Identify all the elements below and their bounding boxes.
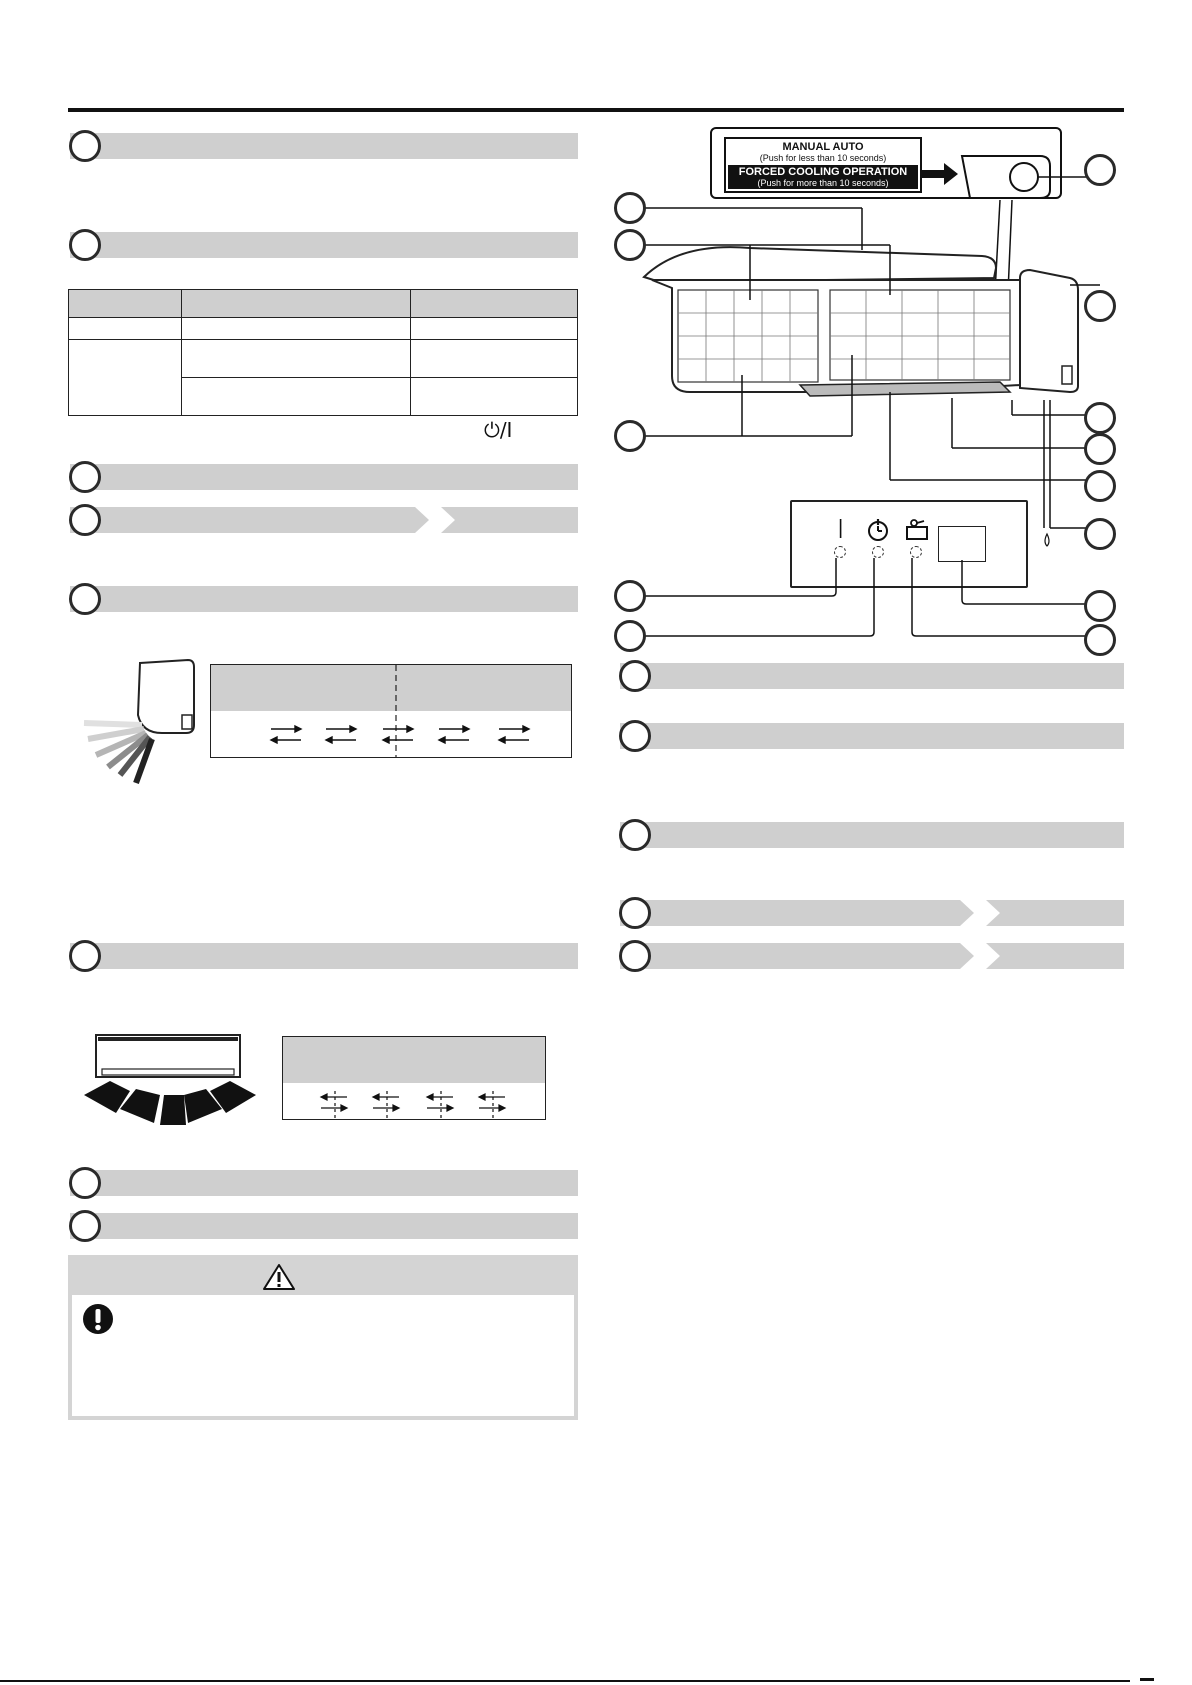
warning-triangle-icon [262,1263,296,1291]
manual-auto-title: MANUAL AUTO [782,141,864,153]
section-badge [69,583,101,615]
section-header-8 [70,1213,578,1239]
table-cell [411,378,578,416]
power-symbol: ⏻/I [484,418,513,442]
section-badge [69,940,101,972]
forced-cooling-title: FORCED COOLING OPERATION [738,166,908,178]
section-badge [619,660,651,692]
callout-badge [614,229,646,261]
section-header-9 [620,663,1124,689]
section-header-2 [70,232,578,258]
forced-cooling-subtitle: (Push for more than 10 seconds) [757,178,889,188]
callout-badge [614,580,646,612]
section-badge [619,897,651,929]
section-header-13 [620,943,1124,969]
airflow-arrows [211,665,571,757]
section-header-4 [70,507,578,533]
table-cell [182,318,411,340]
section-badge [69,229,101,261]
table-cell [411,340,578,378]
page-mark [1140,1678,1154,1681]
callout-badge [1084,518,1116,550]
section-badge [69,1210,101,1242]
section-badge [619,940,651,972]
section-badge [619,720,651,752]
exclamation-circle-icon [82,1303,114,1335]
callout-badge [614,420,646,452]
section-header-12 [620,900,1124,926]
warning-box [68,1255,578,1420]
table-cell [411,318,578,340]
callout-badge [614,192,646,224]
horizontal-airflow-table [282,1036,546,1120]
warning-header [72,1259,574,1295]
table-cell [69,318,182,340]
panel-leaders [610,500,1130,650]
bottom-rule [0,1680,1130,1682]
airflow-arrows [283,1037,545,1119]
chevron-right-icon [960,900,1020,926]
section-header-10 [620,723,1124,749]
table-header-cell [69,290,182,318]
top-rule [68,108,1124,112]
callout-badge [1084,470,1116,502]
vertical-airflow-table [210,664,572,758]
section-badge [69,461,101,493]
section-header-11 [620,822,1124,848]
callout-badge [1084,624,1116,656]
section-badge [69,504,101,536]
table-cell [182,340,411,378]
section-badge [69,1167,101,1199]
vertical-airflow-unit-illustration [80,655,200,785]
section-header-3 [70,464,578,490]
callout-badge [1084,154,1116,186]
section-header-6 [70,943,578,969]
manual-auto-subtitle: (Push for less than 10 seconds) [759,153,887,163]
power-indicator-mark: | [838,517,844,539]
section-header-5 [70,586,578,612]
table-header-cell [182,290,411,318]
table-cell [69,340,182,416]
horizontal-airflow-unit-illustration [80,1033,260,1128]
callout-badge [1084,433,1116,465]
callout-badge [614,620,646,652]
section-badge [69,130,101,162]
callout-badge [1084,590,1116,622]
table-cell [182,378,411,416]
callout-badge [1084,290,1116,322]
info-table [68,289,578,416]
chevron-right-icon [960,943,1020,969]
table-header-cell [411,290,578,318]
section-header-1 [70,133,578,159]
chevron-right-icon [415,507,475,533]
section-badge [619,819,651,851]
section-header-7 [70,1170,578,1196]
callout-badge [1084,402,1116,434]
